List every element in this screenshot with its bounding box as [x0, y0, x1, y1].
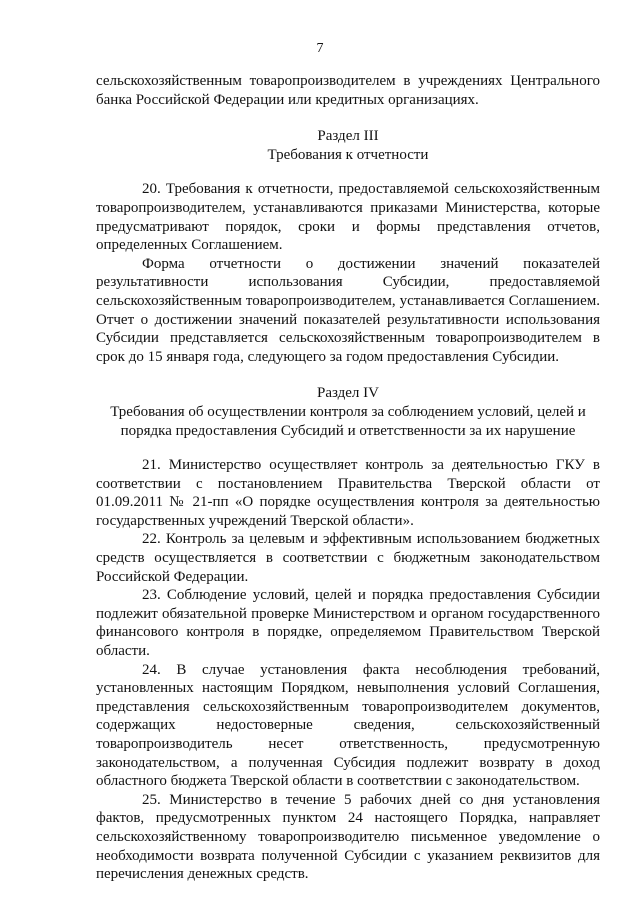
section-4-label: Раздел IV [316, 385, 379, 402]
section-4-title: Требования об осуществлении контроля за соблюдением условий, целей и порядка предоставления Субсидий и ответственности за их нарушение [110, 403, 586, 439]
paragraph-24: 24. В случае установления факта несоблюдения требований, установленных настоящим Порядком, невыполнения условий Соглашения, представления сельскохозяйственным товаропроизводителем документов, содержащих недостоверные сведения, сельскохозяйственный товаропроизводитель несет ответственность, предусмотренную законодательством, а полученная Субсидия подлежит возврату в доход областного бюджета Тверской области в соответствии с законодательством. [96, 661, 600, 790]
paragraph-21: 21. Министерство осуществляет контроль за деятельностью ГКУ в соответствии с постановлением Правительства Тверской области от 01.09.2011 № 21-пп «О порядке осуществления контроля за деятельностью государственных учреждений Тверской области». [96, 457, 600, 529]
paragraph-23: 23. Соблюдение условий, целей и порядка предоставления Субсидии подлежит обязательной проверке Министерством и органом государственного финансового контроля в порядке, определяемом Правительством Тверской области. [96, 587, 600, 660]
intro-paragraph: сельскохозяйственным товаропроизводителем в учреждениях Центрального банка Российской Федерации или кредитных организациях. [96, 73, 600, 108]
page-number: 7 [316, 41, 324, 56]
paragraph-20: 20. Требования к отчетности, предоставляемой сельскохозяйственным товаропроизводителем, устанавливаются приказами Министерства, которые предусматривают порядок, сроки и формы представления отчетов, определенных Соглашением. [96, 181, 600, 254]
paragraph-22: 22. Контроль за целевым и эффективным использованием бюджетных средств осуществляется в соответствии с бюджетным законодательством Российской Федерации. [96, 531, 600, 585]
paragraph-report-form: Форма отчетности о достижении значений показателей результативности использования Субсидии, предоставляемой сельскохозяйственным товаропроизводителем, устанавливается Соглашением. Отчет о достижении значений показателей результативности использования Субсидии представляется сельскохозяйственным товаропроизводителем в срок до 15 января года, следующего за годом предоставления Субсидии. [96, 255, 600, 365]
section-3-title: Требования к отчетности [267, 146, 429, 163]
paragraph-25: 25. Министерство в течение 5 рабочих дней со дня установления фактов, предусмотренных пунктом 24 настоящего Порядка, направляет сельскохозяйственному товаропроизводителю письменное уведомление о необходимости возврата полученной Субсидии с указанием реквизитов для перечисления денежных средств. [96, 791, 600, 883]
document-body [96, 72, 600, 884]
section-3-label: Раздел III [317, 128, 379, 145]
